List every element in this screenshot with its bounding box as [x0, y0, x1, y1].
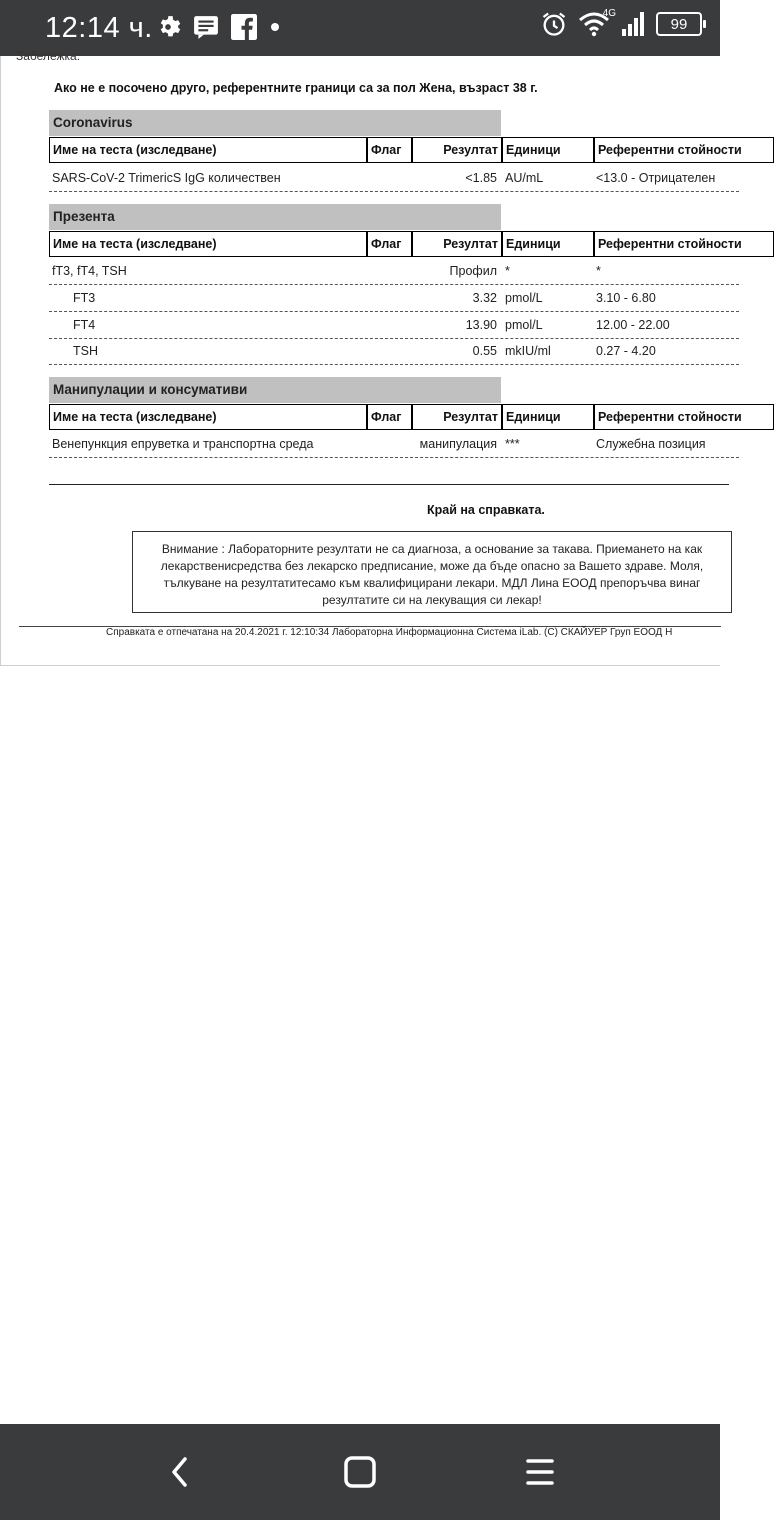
- table-header: [49, 404, 742, 430]
- column-flag: Флаг: [367, 404, 412, 430]
- footer-text: Справката е отпечатана на 20.4.2021 г. 12:10:34 Лабораторна Информационна Система iLab. (C) СКАЙУЕР Груп ЕООД Н: [106, 627, 673, 638]
- column-units: Единици: [502, 404, 594, 430]
- table-row: [49, 259, 739, 285]
- test-units: *: [505, 264, 510, 278]
- test-reference: *: [596, 264, 601, 278]
- dot-icon: [269, 21, 281, 33]
- status-time: 12:14 ч.: [45, 12, 153, 44]
- signal-icon: [620, 11, 646, 37]
- navigation-bar: [0, 1424, 720, 1520]
- column-reference: Референтни стойности: [594, 404, 774, 430]
- test-result: <1.85: [465, 171, 497, 185]
- end-of-report: Край на справката.: [427, 503, 545, 517]
- column-flag: Флаг: [367, 231, 412, 257]
- battery-icon: [656, 12, 702, 36]
- column-name: Име на теста (изследване): [49, 231, 367, 257]
- notification-icons: [155, 14, 281, 40]
- test-name: TSH: [73, 344, 98, 358]
- section-title-prezenta: Презента: [49, 204, 501, 230]
- table-row: [49, 286, 739, 312]
- test-result: 3.32: [472, 291, 497, 305]
- test-reference: 0.27 - 4.20: [596, 344, 656, 358]
- network-type: 4G: [602, 8, 616, 19]
- alarm-icon: [540, 10, 568, 38]
- table-row: [49, 432, 739, 458]
- status-bar: [0, 0, 720, 56]
- column-units: Единици: [502, 137, 594, 163]
- test-flag: [367, 339, 412, 363]
- test-result: манипулация: [419, 437, 497, 451]
- test-name: fT3, fT4, TSH: [52, 264, 127, 278]
- test-name: FT3: [73, 291, 96, 305]
- test-flag: [367, 166, 412, 190]
- warning-line: лекарственисредства без лекарско предписание, може да бъде опасно за Вашето здраве. Моля,: [160, 559, 704, 573]
- column-units: Единици: [502, 231, 594, 257]
- settings-icon: [155, 14, 181, 40]
- table-row: [49, 166, 739, 192]
- test-reference: 3.10 - 6.80: [596, 291, 656, 305]
- table-row: [49, 313, 739, 339]
- test-units: AU/mL: [505, 171, 544, 185]
- divider: [49, 484, 729, 485]
- warning-box: [132, 531, 732, 613]
- test-name: Венепункция епруветка и транспортна среда: [52, 437, 314, 451]
- test-units: pmol/L: [505, 291, 543, 305]
- facebook-icon: [231, 14, 257, 40]
- test-result: 13.90: [465, 318, 497, 332]
- home-button[interactable]: [336, 1448, 384, 1496]
- test-units: pmol/L: [505, 318, 543, 332]
- battery-level: 99: [670, 15, 688, 33]
- system-icons: [540, 10, 702, 38]
- lab-report: [0, 49, 742, 666]
- test-reference: Служебна позиция: [596, 437, 706, 451]
- test-result: Профил: [449, 264, 497, 278]
- home-icon: [343, 1455, 377, 1489]
- menu-icon: [524, 1456, 556, 1488]
- menu-button[interactable]: [516, 1448, 564, 1496]
- test-reference: <13.0 - Отрицателен: [596, 171, 716, 185]
- test-result: 0.55: [472, 344, 497, 358]
- warning-line: Внимание : Лабораторните резултати не са диагноза, а основание за такава. Приемането на как: [161, 542, 703, 556]
- warning-line: резултатите си на лекуващия си лекар!: [322, 593, 542, 607]
- wifi-icon: [578, 10, 610, 38]
- column-result: Резултат: [412, 137, 502, 163]
- column-reference: Референтни стойности: [594, 231, 774, 257]
- test-units: mkIU/ml: [505, 344, 551, 358]
- table-header: [49, 137, 742, 163]
- note-label: Забележка:: [16, 49, 81, 63]
- test-name: SARS-CoV-2 TrimericS IgG количествен: [52, 171, 281, 185]
- test-flag: [367, 286, 412, 310]
- reference-note: Ако не е посочено друго, референтните граници са за пол Жена, възраст 38 г.: [54, 81, 538, 95]
- section-title-coronavirus: Coronavirus: [49, 110, 501, 136]
- column-flag: Флаг: [367, 137, 412, 163]
- column-result: Резултат: [412, 404, 502, 430]
- column-result: Резултат: [412, 231, 502, 257]
- table-row: [49, 339, 739, 365]
- test-units: ***: [505, 437, 520, 451]
- warning-line: тълкуване на резултатитесамо към квалифицирани лекари. МДЛ Лина ЕООД препоръчва винаг: [163, 576, 701, 590]
- message-icon: [193, 15, 219, 39]
- column-name: Име на теста (изследване): [49, 404, 367, 430]
- test-name: FT4: [73, 318, 96, 332]
- table-header: [49, 231, 742, 257]
- test-flag: [367, 432, 412, 456]
- column-name: Име на теста (изследване): [49, 137, 367, 163]
- test-flag: [367, 313, 412, 337]
- section-title-manipulations: Манипулации и консумативи: [49, 377, 501, 403]
- test-reference: 12.00 - 22.00: [596, 318, 670, 332]
- column-reference: Референтни стойности: [594, 137, 774, 163]
- back-icon: [168, 1456, 192, 1488]
- test-flag: [367, 259, 412, 283]
- back-button[interactable]: [156, 1448, 204, 1496]
